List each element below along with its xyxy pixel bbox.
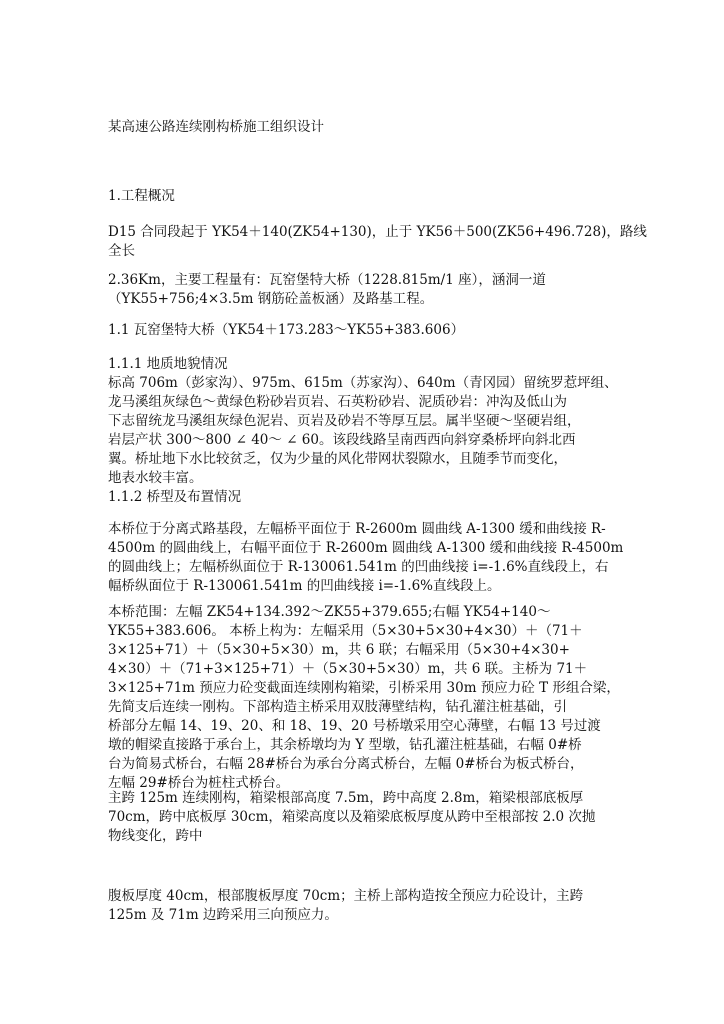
text-line: 本桥位于分离式路基段，左幅桥平面位于 R-2600m 圆曲线 A-1300 缓和曲线接 R- [108,521,606,537]
text-line: 1.1.2 桥型及布置情况 [108,489,242,505]
text-line: 125m 及 71m 边跨采用三向预应力。 [108,907,338,923]
paragraph-contract-scope [108,223,647,261]
text-line: 1.1 瓦窑堡特大桥（YK54＋173.283～YK55+383.606） [108,322,465,338]
text-line: 3×125+71m 预应力砼变截面连续刚构箱梁，引桥采用 30m 预应力砼 T 形组合梁， [108,680,620,696]
text-line: 本桥范围：左幅 ZK54+134.392～ZK55+379.655;右幅 YK54+140～ [108,604,551,620]
text-line: 物线变化，跨中 [108,828,203,844]
text-line: 1.工程概况 [108,188,175,204]
text-line: 龙马溪组灰绿色～黄绿色粉砂岩页岩、石英粉砂岩、泥质砂岩：冲沟及低山为 [108,394,567,410]
paragraph-web-thickness [108,887,628,925]
text-line: 4500m 的圆曲线上，右幅平面位于 R-2600m 圆曲线 A-1300 缓和曲线接 R-4500m [108,540,624,556]
text-line: 2.36Km，主要工程量有：瓦窑堡特大桥（1228.815m/1 座），涵洞一道 [108,272,546,288]
text-line: 3×125+71）＋（5×30+5×30）m，共 6 联；右幅采用（5×30+4×30+ [108,642,570,658]
section-heading-layout [108,488,628,507]
text-line: 幅桥纵面位于 R-130061.541m 的凹曲线接 i=-1.6%直线段上。 [108,578,501,594]
paragraph-structure [108,603,628,793]
text-line: 4×30）＋（71+3×125+71）＋（5×30+5×30）m，共 6 联。主桥为 71＋ [108,661,588,677]
text-line: 标高 706m（彭家沟）、975m、615m（苏家沟）、640m（青冈园）留统罗惹坪组、 [108,375,618,391]
paragraph-girder [108,789,628,846]
text-line: 1.1.1 地质地貌情况 [108,356,228,372]
text-line: YK55+383.606。 本桥上构为：左幅采用（5×30+5×30+4×30）＋（71＋ [108,623,583,639]
text-line: 墩的帽梁直接路于承台上，其余桥墩均为 Y 型墩，钻孔灌注桩基础，右幅 0#桥 [108,737,582,753]
paragraph-quantities [108,271,628,309]
text-line: 左幅 29#桥台为桩柱式桥台。 [108,775,290,791]
document-title: 某高速公路连续刚构桥施工组织设计 [108,119,324,135]
section-heading-overview [108,187,628,206]
text-line: 全长 [108,243,135,259]
text-line: 腹板厚度 40cm，根部腹板厚度 70cm；主桥上部构造按全预应力砼设计，主跨 [108,888,584,904]
text-line: 下志留统龙马溪组灰绿色泥岩、页岩及砂岩不等厚互层。属半坚硬～坚硬岩组， [108,413,581,429]
text-line: 翼。桥址地下水比较贫乏，仅为少量的风化带网状裂隙水，且随季节而变化， [108,451,567,467]
text-line: 70cm，跨中底板厚 30cm，箱梁高度以及箱梁底板厚度从跨中至根部按 2.0 次抛 [108,809,596,825]
paragraph-geology [108,355,628,488]
paragraph-alignment [108,520,628,596]
section-heading-bridge [108,321,628,340]
text-line: 的圆曲线上；左幅桥纵面位于 R-130061.541m 的凹曲线接 i=-1.6%直线段上，右 [108,559,609,575]
text-line: 主跨 125m 连续刚构，箱梁根部高度 7.5m，跨中高度 2.8m，箱梁根部底板厚 [108,790,584,806]
text-line: D15 合同段起于 YK54＋140(ZK54+130)，止于 YK56＋500(ZK56+496.728)，路线 [108,224,647,240]
text-line: 岩层产状 300～800 ∠ 40～ ∠ 60。该段线路呈南西西向斜穿桑桥坪向斜北西 [108,432,576,448]
text-line: （YK55+756;4×3.5m 钢筋砼盖板涵）及路基工程。 [108,291,434,307]
text-line: 台为简易式桥台，右幅 28#桥台为承台分离式桥台，左幅 0#桥台为板式桥台， [108,756,584,772]
text-line: 桥部分左幅 14、19、20、和 18、19、20 号桥墩采用空心薄壁，右幅 13 号过渡 [108,718,601,734]
text-line: 地表水较丰富。 [108,470,203,486]
text-line: 先简支后连续一刚构。下部构造主桥采用双肢薄壁结构，钻孔灌注桩基础，引 [108,699,567,715]
